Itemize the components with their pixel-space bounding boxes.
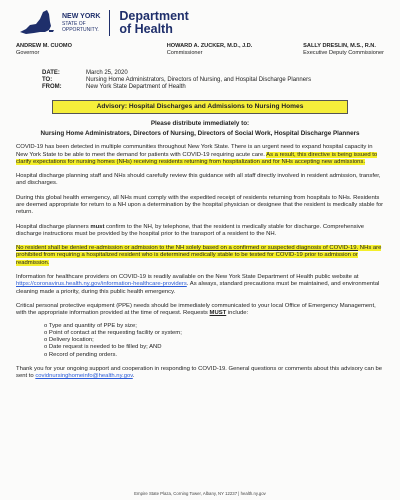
p7-emphasis: MUST xyxy=(209,310,227,317)
paragraph-7 xyxy=(16,303,384,318)
letterhead xyxy=(16,6,384,40)
official-deputy xyxy=(303,43,384,57)
p7-text-b: include: xyxy=(226,310,249,317)
paragraph-5 xyxy=(16,245,384,267)
official-name: SALLY DRESLIN, M.S., R.N. xyxy=(303,43,376,49)
official-title: Executive Deputy Commissioner xyxy=(303,49,384,56)
logo-line-2: STATE OF xyxy=(62,21,86,27)
from-value: New York State Department of Health xyxy=(86,84,186,91)
p6-text-b: . As always, standard precautions must be maintained, and environmental cleaning made a priority, during this public health emergency. xyxy=(16,281,380,295)
footer-address: Empire State Plaza, Corning Tower, Albany, NY 12237 | health.ny.gov xyxy=(134,491,266,496)
ppe-requirements-list xyxy=(44,323,384,359)
official-title: Commissioner xyxy=(166,49,203,56)
p8-text-b: . xyxy=(132,373,135,380)
p6-text-a: Information for healthcare providers on COVID-19 is readily available on the New York State Department of Health public website at xyxy=(16,274,359,281)
logo-line-3: OPPORTUNITY. xyxy=(62,27,99,33)
logo-line-1: NEW YORK xyxy=(62,13,101,20)
official-name: ANDREW M. CUOMO xyxy=(16,43,72,49)
healthcare-providers-link[interactable]: https://coronavirus.health.ny.gov/information-healthcare-providers xyxy=(16,281,187,288)
official-title: Governor xyxy=(16,49,40,56)
p7-text-a: Critical personal protective equipment (PPE) needs should be immediately communicated to your local Office of Emergency Management, with the appropriate information provided at the time of request. Requests xyxy=(16,302,376,317)
logo-divider xyxy=(109,10,110,36)
p4-text-a: Hospital discharge planners xyxy=(16,223,91,230)
p5-highlight-rest: NHs are prohibited from requiring a hospitalized resident who is determined medically stable to be tested for COVID-19 prior to admission or readmission. xyxy=(16,245,382,266)
date-label: DATE: xyxy=(42,69,60,76)
p8-text-a: Thank you for your ongoing support and cooperation in responding to COVID-19. General questions or comments about this advisory can be sent to xyxy=(16,366,383,380)
distribute-line-2: Nursing Home Administrators, Directors of Nursing, Directors of Social Work, Hospital Discharge Planners xyxy=(40,129,360,137)
distribution-notice xyxy=(40,120,360,137)
p4-text-b: confirm to the NH, by telephone, that the resident is medically stable for discharge. Comprehensive discharge instructions must be provided by the hospital prior to the transport of a resident to the NH. xyxy=(16,223,365,237)
p4-emphasis: must xyxy=(90,223,105,230)
paragraph-8 xyxy=(16,366,384,381)
list-item: o Delivery location; xyxy=(44,337,384,344)
list-item: o Record of pending orders. xyxy=(44,352,384,359)
paragraph-1 xyxy=(16,144,384,166)
from-label: FROM: xyxy=(42,84,62,91)
memo-to-row xyxy=(42,77,384,84)
official-name: HOWARD A. ZUCKER, M.D., J.D. xyxy=(166,43,253,49)
list-item: o Date request is needed to be filled by; AND xyxy=(44,344,384,351)
official-governor xyxy=(16,43,72,57)
paragraph-6 xyxy=(16,274,384,296)
contact-email-link[interactable]: covidnursinghomeinfo@health.ny.gov xyxy=(35,373,133,380)
ny-logo-text xyxy=(62,13,100,33)
new-york-state-map-icon xyxy=(16,8,56,38)
list-item: o Point of contact at the requesting facility or system; xyxy=(44,330,384,337)
p5-highlight: No resident shall be denied re-admission or admission to the NH solely based on a confirmed or suspected diagnosis of COVID-19. xyxy=(16,245,359,252)
list-item: o Type and quantity of PPE by size; xyxy=(44,323,384,330)
paragraph-2: Hospital discharge planning staff and NHs should carefully review this guidance with all staff directly involved in resident admission, transfer, and discharges. xyxy=(16,173,381,187)
distribute-line-1: Please distribute immediately to: xyxy=(150,119,250,127)
p1-highlight: As a result, this directive is being issued to clarify expectations for nursing homes (NHs) receiving residents returning from hospitalization and for NHs accepting new admissions. xyxy=(16,151,378,165)
officials-row xyxy=(16,43,384,57)
memo-date-row xyxy=(42,70,384,77)
to-label: TO: xyxy=(42,77,53,83)
date-value: March 25, 2020 xyxy=(86,69,128,76)
department-line-1: Department xyxy=(119,9,189,23)
department-name xyxy=(119,10,188,36)
memo-from-row xyxy=(42,84,384,91)
advisory-title-box: Advisory: Hospital Discharges and Admissions to Nursing Homes xyxy=(52,100,348,114)
department-line-2: of Health xyxy=(119,22,173,36)
p1-text: COVID-19 has been detected in multiple communities throughout New York State. There is an urgent need to expand hospital capacity in New York State to be able to meet the demand for patients with COVID-19 requiring acute care. xyxy=(16,144,373,158)
paragraph-4 xyxy=(16,224,384,239)
to-value: Nursing Home Administrators, Directors of Nursing, and Hospital Discharge Planners xyxy=(86,77,312,83)
memo-header xyxy=(42,70,384,92)
official-commissioner xyxy=(167,43,253,57)
paragraph-3: During this global health emergency, all NHs must comply with the expedited receipt of residents returning from hospitals to NHs. Residents are deemed appropriate for return to a NH upon a determination by the hospital physician or designee that the resident is medically stable for return. xyxy=(16,194,384,216)
